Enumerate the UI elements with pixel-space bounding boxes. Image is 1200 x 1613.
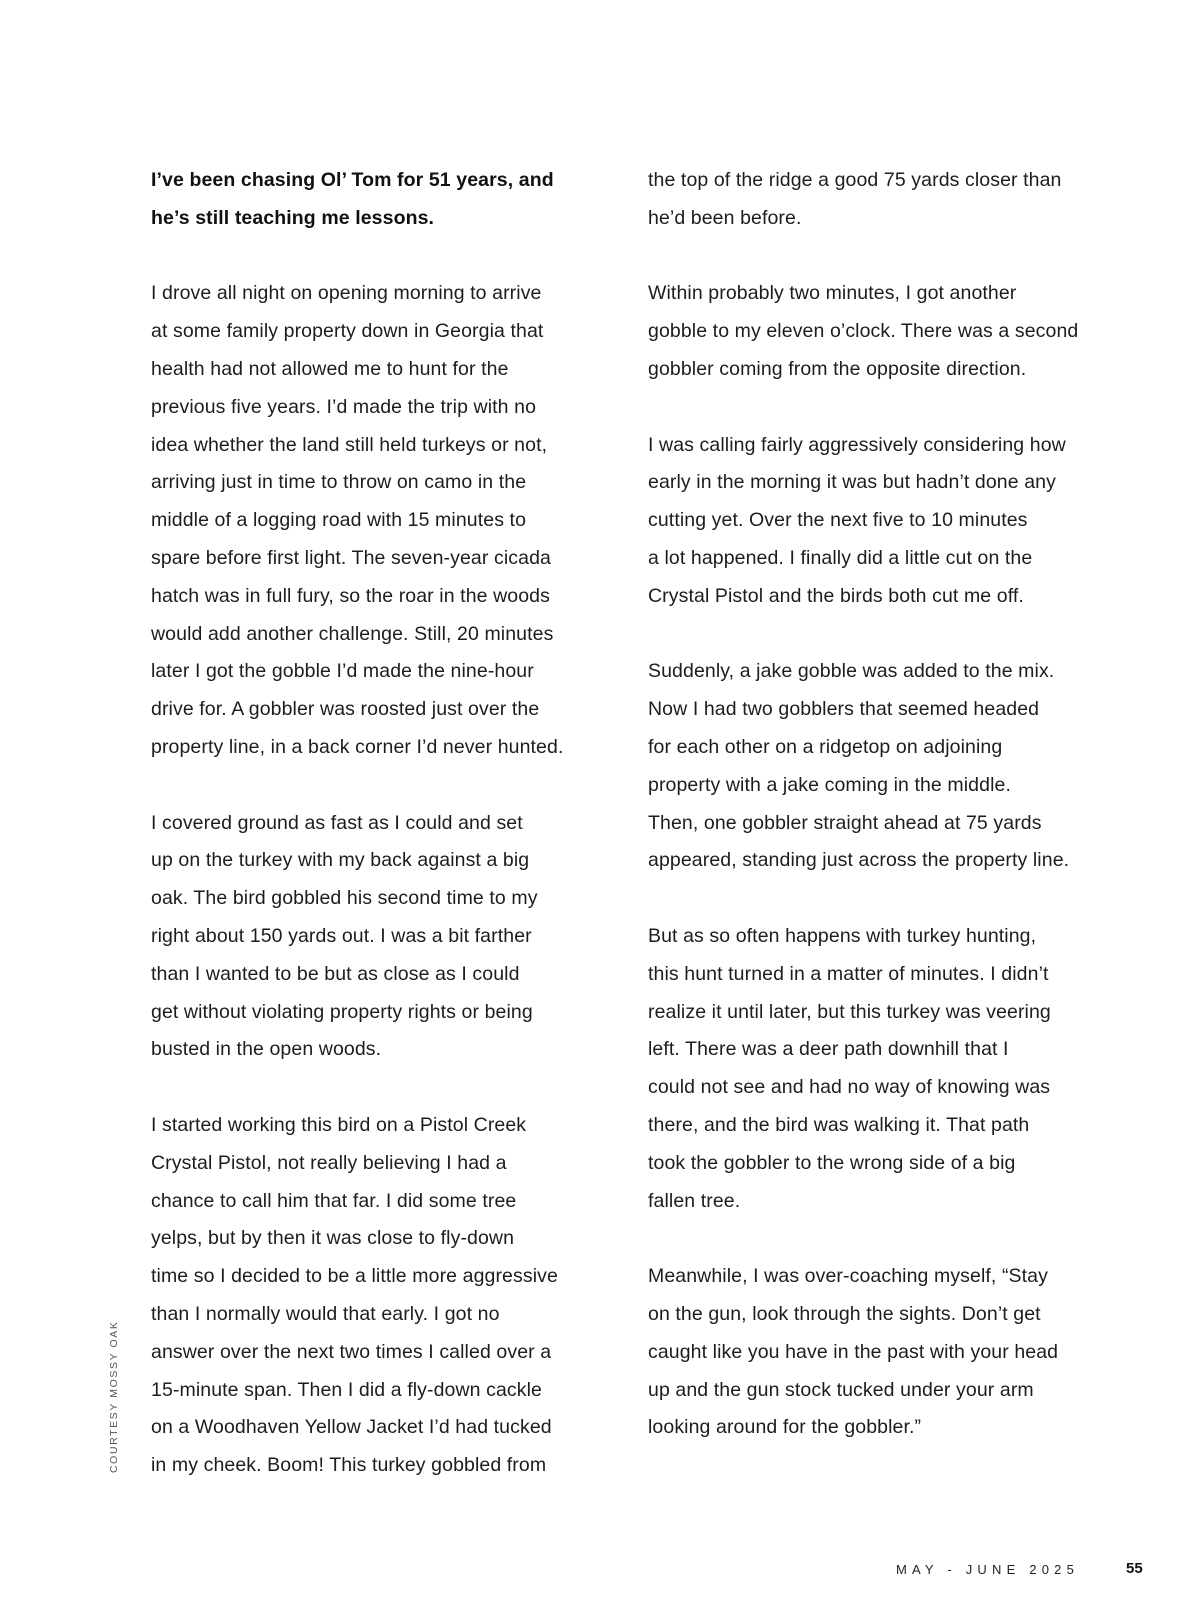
text-line: yelps, but by then it was close to fly-down — [151, 1227, 515, 1250]
paragraph — [648, 427, 1108, 616]
text-line: later I got the gobble I’d made the nine-hour — [151, 660, 534, 683]
text-line: up and the gun stock tucked under your arm — [648, 1378, 1034, 1401]
text-line: hatch was in full fury, so the roar in the woods — [151, 584, 550, 607]
text-line: gobbler coming from the opposite direction. — [648, 357, 1027, 380]
text-line: get without violating property rights or being — [151, 1000, 533, 1023]
text-line: up on the turkey with my back against a big — [151, 849, 530, 872]
issue-date: MAY - JUNE 2025 — [896, 1562, 1080, 1577]
text-line: gobble to my eleven o’clock. There was a second — [648, 320, 1079, 343]
text-line: Within probably two minutes, I got another — [648, 282, 1017, 305]
text-line: middle of a logging road with 15 minutes to — [151, 509, 527, 532]
text-line: time so I decided to be a little more aggressive — [151, 1265, 558, 1288]
paragraph — [648, 1258, 1108, 1447]
text-line: than I normally would that early. I got no — [151, 1302, 500, 1325]
paragraph — [151, 1107, 601, 1485]
text-line: took the gobbler to the wrong side of a big — [648, 1151, 1016, 1174]
text-line: 15-minute span. Then I did a fly-down cackle — [151, 1378, 543, 1401]
text-line: Suddenly, a jake gobble was added to the mix. — [648, 660, 1055, 683]
text-line: But as so often happens with turkey hunting, — [648, 924, 1037, 947]
text-line: left. There was a deer path downhill that I — [648, 1038, 1009, 1061]
text-line: idea whether the land still held turkeys or not, — [151, 433, 548, 456]
right-column — [648, 162, 1108, 1447]
text-line: spare before first light. The seven-year cicada — [151, 546, 551, 569]
text-line: looking around for the gobbler.” — [648, 1416, 922, 1439]
text-line: on the gun, look through the sights. Don’t get — [648, 1302, 1041, 1325]
text-line: in my cheek. Boom! This turkey gobbled from — [151, 1454, 547, 1477]
photo-credit: COURTESY MOSSY OAK — [108, 1320, 120, 1473]
text-line: Then, one gobbler straight ahead at 75 yards — [648, 811, 1042, 834]
text-line: answer over the next two times I called over a — [151, 1340, 552, 1363]
text-line: Meanwhile, I was over-coaching myself, “Stay — [648, 1265, 1048, 1288]
text-line: than I wanted to be but as close as I could — [151, 962, 520, 985]
text-line: there, and the bird was walking it. That path — [648, 1113, 1030, 1136]
text-line: a lot happened. I finally did a little cut on the — [648, 546, 1033, 569]
text-line: Crystal Pistol and the birds both cut me off. — [648, 584, 1024, 607]
lead-line: he’s still teaching me lessons. — [151, 206, 435, 229]
text-line: this hunt turned in a matter of minutes. I didn’t — [648, 962, 1049, 985]
text-line: would add another challenge. Still, 20 minutes — [151, 622, 554, 645]
text-line: early in the morning it was but hadn’t done any — [648, 471, 1056, 494]
text-line: right about 150 yards out. I was a bit farther — [151, 924, 532, 947]
left-column — [151, 162, 601, 1485]
text-line: cutting yet. Over the next five to 10 minutes — [648, 509, 1028, 532]
paragraph — [151, 275, 601, 766]
lead-paragraph — [151, 162, 601, 238]
text-line: health had not allowed me to hunt for the — [151, 357, 509, 380]
text-line: previous five years. I’d made the trip with no — [151, 395, 537, 418]
text-line: chance to call him that far. I did some tree — [151, 1189, 517, 1212]
text-line: I started working this bird on a Pistol Creek — [151, 1113, 527, 1136]
text-line: I drove all night on opening morning to arrive — [151, 282, 542, 305]
text-line: busted in the open woods. — [151, 1038, 382, 1061]
page-number: 55 — [1126, 1560, 1143, 1577]
text-line: I covered ground as fast as I could and set — [151, 811, 523, 834]
text-line: the top of the ridge a good 75 yards closer than — [648, 169, 1062, 191]
text-line: could not see and had no way of knowing was — [648, 1076, 1051, 1099]
paragraph — [648, 653, 1108, 880]
text-line: for each other on a ridgetop on adjoining — [648, 735, 1003, 758]
text-line: arriving just in time to throw on camo in the — [151, 471, 527, 494]
text-line: Now I had two gobblers that seemed headed — [648, 698, 1040, 721]
paragraph — [648, 162, 1108, 238]
text-line: he’d been before. — [648, 206, 802, 229]
paragraph — [648, 918, 1108, 1220]
text-line: fallen tree. — [648, 1189, 741, 1212]
lead-line: I’ve been chasing Ol’ Tom for 51 years, and — [151, 169, 554, 191]
text-line: at some family property down in Georgia that — [151, 320, 544, 343]
text-line: realize it until later, but this turkey was veering — [648, 1000, 1051, 1023]
text-line: appeared, standing just across the property line. — [648, 849, 1070, 872]
paragraph — [648, 275, 1108, 388]
paragraph — [151, 805, 601, 1070]
text-line: on a Woodhaven Yellow Jacket I’d had tucked — [151, 1416, 552, 1439]
text-line: Crystal Pistol, not really believing I had a — [151, 1151, 507, 1174]
text-line: property with a jake coming in the middle. — [648, 773, 1011, 796]
text-line: drive for. A gobbler was roosted just over the — [151, 698, 540, 721]
text-line: caught like you have in the past with your head — [648, 1340, 1059, 1363]
text-line: oak. The bird gobbled his second time to my — [151, 887, 538, 910]
text-line: I was calling fairly aggressively considering how — [648, 433, 1066, 456]
text-line: property line, in a back corner I’d never hunted. — [151, 735, 564, 758]
